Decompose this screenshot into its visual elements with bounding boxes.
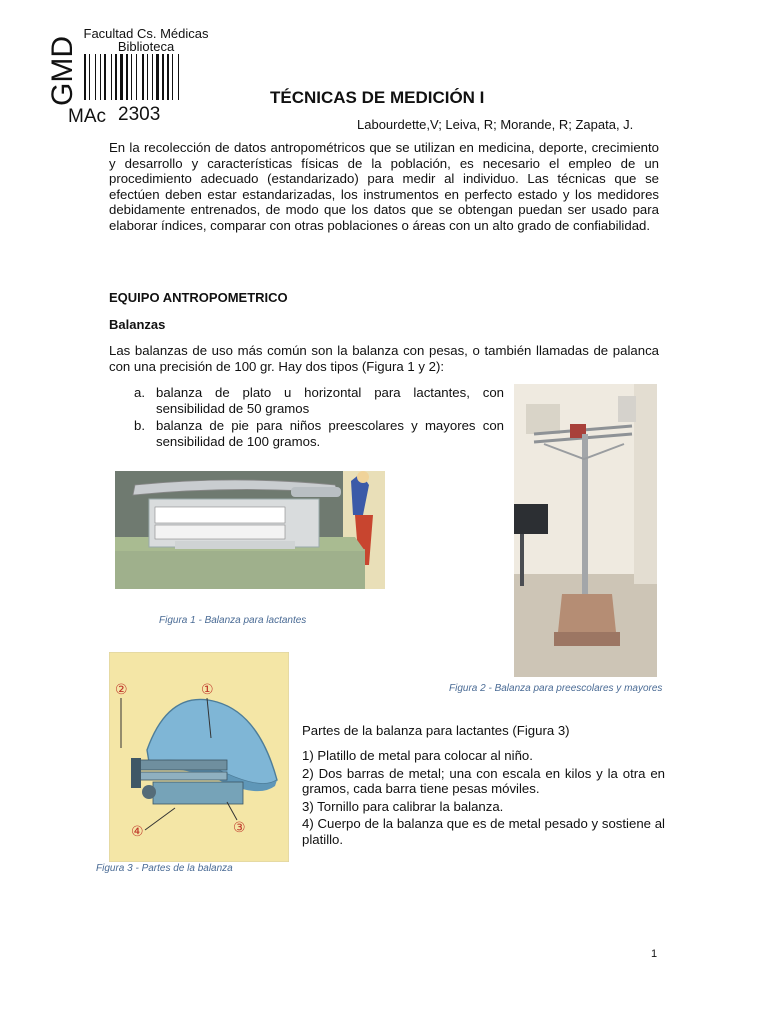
figure-2-standing-scale-photo <box>514 384 657 677</box>
list-item-text: balanza de pie para niños preescolares y mayores con sensibilidad de 100 gramos. <box>156 418 504 449</box>
barcode <box>84 54 196 100</box>
fig3-marker-1: ① <box>201 682 214 698</box>
fig3-marker-2: ② <box>115 682 128 698</box>
parts-heading: Partes de la balanza para lactantes (Figura 3) <box>302 723 570 738</box>
barcode-bar <box>131 54 132 100</box>
list-item: 2) Dos barras de metal; una con escala en kilos y la otra en gramos, cada barra tiene pesas móviles. <box>302 765 665 797</box>
library-name: Biblioteca <box>117 39 175 54</box>
figure-3-caption: Figura 3 - Partes de la balanza <box>96 863 233 874</box>
list-item <box>134 385 504 417</box>
list-marker: a. <box>134 385 145 400</box>
list-item: 4) Cuerpo de la balanza que es de metal pesado y sostiene al platillo. <box>302 816 665 847</box>
figure-1-infant-scale-photo <box>115 471 385 589</box>
figure-2-caption: Figura 2 - Balanza para preescolares y mayores <box>449 683 663 694</box>
barcode-bar <box>126 54 128 100</box>
barcode-bar <box>156 54 159 100</box>
subsection-heading: Balanzas <box>109 317 166 332</box>
fig3-marker-3: ③ <box>233 820 246 836</box>
barcode-bar <box>162 54 164 100</box>
barcode-bar <box>152 54 153 100</box>
barcode-bar <box>100 54 101 100</box>
intro-paragraph: En la recolección de datos antropométricos que se utilizan en medicina, deporte, crecimiento y desarrollo y características físicas de la población, es necesario el empleo de un procedimiento adecuado (estandarizado) para medir al individuo. Las técnicas que se efectúen deben estar estandarizadas, los instrumentos en perfecto estado y los medidores debidamente entrenados, de modo que los datos que se obtengan puedan ser usado para elaborar índices, comparar con otras poblaciones o áreas con un alto grado de confiabilidad. <box>109 140 659 233</box>
balanzas-paragraph: Las balanzas de uso más común son la balanza con pesas, o también llamadas de palanca con una precisión de 100 gr. Hay dos tipos (Figura 1 y 2): <box>109 343 659 374</box>
barcode-bar <box>167 54 169 100</box>
barcode-bar <box>104 54 106 100</box>
library-stamp-faculty <box>80 27 212 53</box>
list-marker: b. <box>134 418 145 433</box>
list-item <box>134 418 504 450</box>
library-stamp-gmd <box>40 30 80 110</box>
gmd-label: GMD <box>46 36 79 106</box>
figure-1-caption: Figura 1 - Balanza para lactantes <box>159 615 307 626</box>
scale-types-list <box>134 385 504 451</box>
figure-3-scale-parts-illustration <box>109 652 289 862</box>
barcode-bar <box>178 54 179 100</box>
barcode-bar <box>89 54 90 100</box>
parts-list <box>302 748 665 850</box>
authors: Labourdette,V; Leiva, R; Morande, R; Zapata, J. <box>357 117 634 132</box>
call-number: 2303 <box>118 104 161 125</box>
faculty-name: Facultad Cs. Médicas <box>83 26 209 41</box>
call-number-prefix: MAc <box>68 106 106 127</box>
barcode-bar <box>147 54 148 100</box>
barcode-bar <box>172 54 173 100</box>
section-heading: EQUIPO ANTROPOMETRICO <box>109 290 288 305</box>
barcode-bar <box>120 54 123 100</box>
barcode-bar <box>111 54 112 100</box>
barcode-bar <box>84 54 86 100</box>
barcode-bar <box>136 54 137 100</box>
fig3-marker-4: ④ <box>131 824 144 840</box>
barcode-bar <box>95 54 96 100</box>
list-item: 1) Platillo de metal para colocar al niño. <box>302 748 533 763</box>
barcode-bar <box>115 54 117 100</box>
list-item-text: balanza de plato u horizontal para lactantes, con sensibilidad de 50 gramos <box>156 385 504 416</box>
barcode-bar <box>142 54 144 100</box>
document-title: TÉCNICAS DE MEDICIÓN I <box>270 88 485 107</box>
page-number: 1 <box>651 948 658 960</box>
list-item: 3) Tornillo para calibrar la balanza. <box>302 798 504 814</box>
